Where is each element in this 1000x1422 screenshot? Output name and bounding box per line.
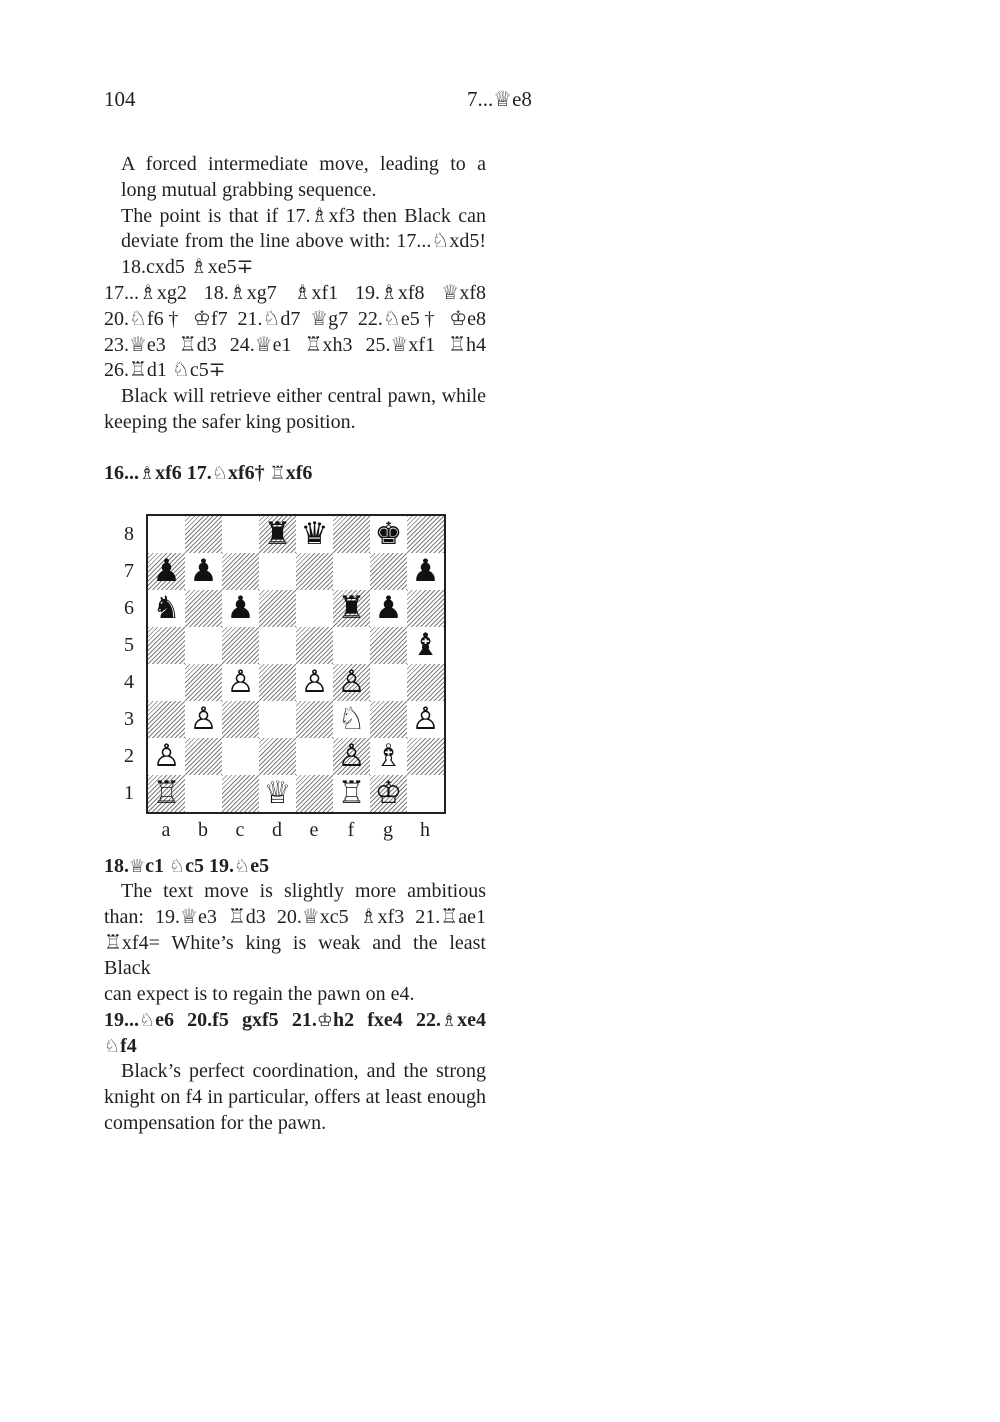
variation-block xyxy=(104,281,486,384)
move-text: xe4 xyxy=(457,1009,486,1031)
text-line: can expect is to regain the pawn on e4. xyxy=(104,983,415,1006)
square-g4 xyxy=(370,664,407,701)
rook-icon: ♖ xyxy=(269,463,286,484)
white-pawn-icon: ♙ xyxy=(337,738,366,774)
move-heading xyxy=(104,854,486,880)
square-h6 xyxy=(407,590,444,627)
file-label: f xyxy=(347,819,355,841)
square-b5 xyxy=(185,627,222,664)
commentary-block-4 xyxy=(104,1059,486,1136)
square-d2 xyxy=(259,738,296,775)
square-f5 xyxy=(333,627,370,664)
bishop-icon: ♗ xyxy=(139,463,156,484)
king-icon: ♔ xyxy=(316,1010,333,1031)
square-d4 xyxy=(259,664,296,701)
file-label: e xyxy=(309,819,319,841)
square-b4 xyxy=(185,664,222,701)
square-c7 xyxy=(222,553,259,590)
black-pawn-icon: ♟ xyxy=(189,553,218,589)
running-title: 7...♕e8 xyxy=(467,87,532,111)
move-text: h2 fxe4 22. xyxy=(332,1009,441,1031)
knight-icon: ♘ xyxy=(104,1035,121,1057)
move-text: c1 xyxy=(145,855,170,877)
square-e7 xyxy=(296,553,333,590)
knight-icon: ♘ xyxy=(169,856,186,877)
square-b6 xyxy=(185,590,222,627)
move-heading xyxy=(104,461,486,487)
file-label: a xyxy=(161,819,171,841)
black-rook-icon: ♜ xyxy=(263,516,292,552)
move-text: f4 xyxy=(120,1034,137,1057)
square-c3 xyxy=(222,701,259,738)
white-knight-icon: ♘ xyxy=(337,701,366,737)
text-line: The point is that if 17.♗xf3 then Black can xyxy=(121,204,486,227)
square-e1 xyxy=(296,775,333,812)
file-label: b xyxy=(198,819,208,841)
text-line: knight on f4 in particular, offers at least enough xyxy=(104,1085,486,1108)
text-line: A forced intermediate move, leading to a xyxy=(121,153,486,175)
square-e2 xyxy=(296,738,333,775)
square-f8 xyxy=(333,516,370,553)
rank-label: 6 xyxy=(124,597,134,619)
white-pawn-icon: ♙ xyxy=(300,664,329,700)
black-queen-icon: ♛ xyxy=(300,516,329,552)
text-line: keeping the safer king position. xyxy=(104,410,356,433)
move-heading-line xyxy=(104,1034,486,1060)
square-c8 xyxy=(222,516,259,553)
white-queen-icon: ♕ xyxy=(263,775,292,811)
text-line: than: 19.♕e3 ♖d3 20.♕xc5 ♗xf3 21.♖ae1 xyxy=(104,905,486,928)
commentary-block-3 xyxy=(104,879,486,1008)
rank-label: 1 xyxy=(124,782,134,804)
move-text: 16... xyxy=(104,462,139,484)
square-g7 xyxy=(370,553,407,590)
black-pawn-icon: ♟ xyxy=(411,553,440,589)
move-text: 18. xyxy=(104,855,129,877)
square-e5 xyxy=(296,627,333,664)
square-h4 xyxy=(407,664,444,701)
square-d3 xyxy=(259,701,296,738)
rank-label: 5 xyxy=(124,634,134,656)
square-g5 xyxy=(370,627,407,664)
square-d7 xyxy=(259,553,296,590)
chess-board xyxy=(146,514,446,814)
file-label: c xyxy=(235,819,245,841)
move-text: e6 20.f5 gxf5 21. xyxy=(155,1009,317,1031)
white-pawn-icon: ♙ xyxy=(189,701,218,737)
square-d6 xyxy=(259,590,296,627)
text-line: 26.♖d1 ♘c5∓ xyxy=(104,359,226,382)
text-line: 23.♕e3 ♖d3 24.♕e1 ♖xh3 25.♕xf1 ♖h4 xyxy=(104,333,486,356)
file-label: g xyxy=(383,819,393,841)
square-c5 xyxy=(222,627,259,664)
square-g3 xyxy=(370,701,407,738)
white-pawn-icon: ♙ xyxy=(152,738,181,774)
square-a8 xyxy=(148,516,185,553)
move-text: e5 xyxy=(250,855,270,877)
move-text: xf6 xyxy=(285,462,313,484)
rank-label: 7 xyxy=(124,560,134,582)
text-line: compensation for the pawn. xyxy=(104,1111,327,1134)
square-b8 xyxy=(185,516,222,553)
text-line: 20.♘f6† ♔f7 21.♘d7 ♕g7 22.♘e5† ♔e8 xyxy=(104,307,486,330)
move-text: c5 19. xyxy=(185,855,235,877)
square-h8 xyxy=(407,516,444,553)
text-line: Black’s perfect coordination, and the strong xyxy=(121,1060,486,1082)
square-b2 xyxy=(185,738,222,775)
square-d5 xyxy=(259,627,296,664)
square-c1 xyxy=(222,775,259,812)
white-rook-icon: ♖ xyxy=(337,775,366,811)
move-heading xyxy=(104,1008,486,1060)
knight-icon: ♘ xyxy=(211,463,228,484)
black-bishop-icon: ♝ xyxy=(411,627,440,663)
text-line: 17...♗xg2 18.♗xg7 ♗xf1 19.♗xf8 ♕xf8 xyxy=(104,282,486,304)
text-line: Black will retrieve either central pawn, while xyxy=(121,385,486,407)
square-c2 xyxy=(222,738,259,775)
knight-icon: ♘ xyxy=(139,1010,156,1031)
square-a3 xyxy=(148,701,185,738)
square-b1 xyxy=(185,775,222,812)
text-line: 18.cxd5 ♗xe5∓ xyxy=(121,256,254,279)
move-heading-line xyxy=(104,1008,486,1034)
rank-label: 3 xyxy=(124,708,134,730)
rank-label: 8 xyxy=(124,523,134,545)
text-line: long mutual grabbing sequence. xyxy=(121,178,377,201)
file-label: h xyxy=(420,819,430,841)
square-e6 xyxy=(296,590,333,627)
square-a4 xyxy=(148,664,185,701)
move-text: xf6 17. xyxy=(155,462,212,484)
move-text: 19... xyxy=(104,1009,139,1031)
white-pawn-icon: ♙ xyxy=(411,701,440,737)
white-pawn-icon: ♙ xyxy=(226,664,255,700)
move-text: xf6† xyxy=(227,462,270,484)
white-pawn-icon: ♙ xyxy=(337,664,366,700)
text-line: ♖xf4= White’s king is weak and the least Black xyxy=(104,931,486,980)
queen-icon: ♕ xyxy=(129,856,146,877)
black-pawn-icon: ♟ xyxy=(374,590,403,626)
black-king-icon: ♚ xyxy=(374,516,403,552)
black-knight-icon: ♞ xyxy=(152,590,181,626)
text-line: The text move is slightly more ambitious xyxy=(121,880,486,902)
black-rook-icon: ♜ xyxy=(337,590,366,626)
white-rook-icon: ♖ xyxy=(152,775,181,811)
square-h2 xyxy=(407,738,444,775)
bishop-icon: ♗ xyxy=(440,1010,458,1031)
commentary-block-1 xyxy=(104,152,486,281)
commentary-block-2 xyxy=(104,384,486,436)
page-number: 104 xyxy=(104,87,136,111)
black-pawn-icon: ♟ xyxy=(226,590,255,626)
rank-label: 4 xyxy=(124,671,134,693)
rank-label: 2 xyxy=(124,745,134,767)
file-label: d xyxy=(272,819,282,841)
text-line: deviate from the line above with: 17...♘xd5! xyxy=(121,230,486,253)
white-bishop-icon: ♗ xyxy=(374,738,403,774)
white-king-icon: ♔ xyxy=(374,775,403,811)
square-a5 xyxy=(148,627,185,664)
square-f7 xyxy=(333,553,370,590)
black-pawn-icon: ♟ xyxy=(152,553,181,589)
knight-icon: ♘ xyxy=(234,856,251,877)
square-e3 xyxy=(296,701,333,738)
square-h1 xyxy=(407,775,444,812)
